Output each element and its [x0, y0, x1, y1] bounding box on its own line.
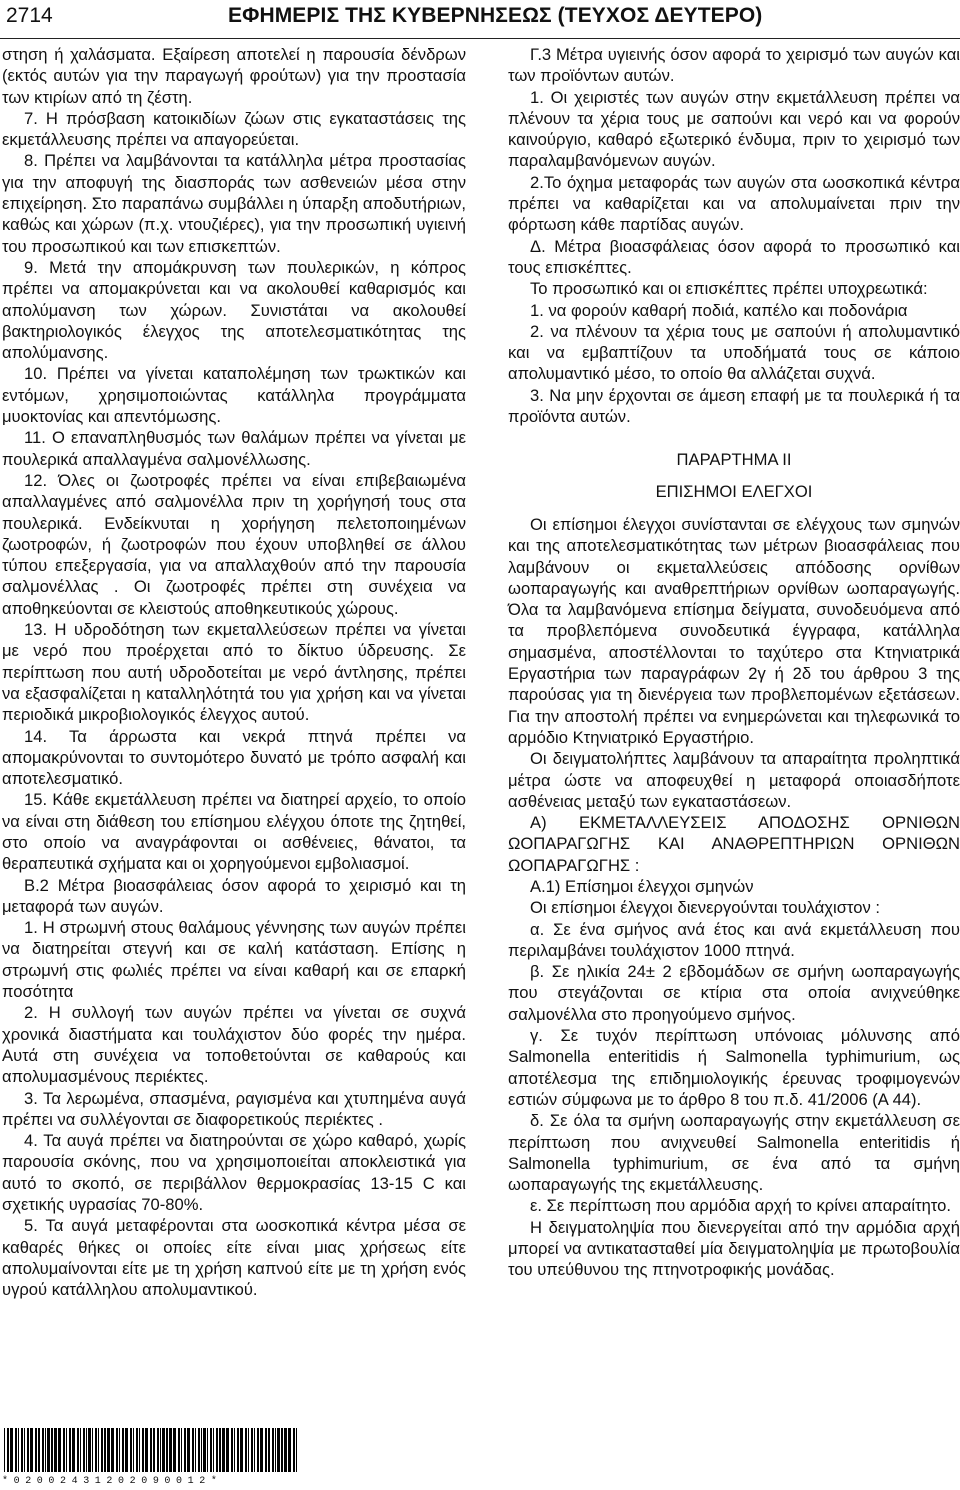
barcode-bar [257, 1428, 259, 1472]
barcode-bar [80, 1428, 81, 1472]
page-header [0, 0, 960, 34]
paragraph: Το προσωπικό και οι επισκέπτες πρέπει υποχρεωτικά: [530, 279, 928, 299]
barcode-bar [178, 1428, 180, 1472]
barcode-bar [21, 1428, 23, 1472]
barcode-bar [240, 1428, 243, 1472]
paragraph: α. Σε ένα σμήνος ανά έτος και ανά εκμετάλλευση που περιλαμβάνει τουλάχιστον 1000 πτηνά. [508, 919, 960, 960]
right-column [508, 44, 960, 1281]
barcode-bar [260, 1428, 263, 1472]
paragraph: Οι δειγματολήπτες λαμβάνουν τα απαραίτητα προληπτικά μέτρα ώστε να αποφευχθεί η μεταφορά οποιασδήποτε ασθένειας μεταξύ των εγκαταστάσεων. [508, 749, 960, 811]
paragraph: 13. Η υδροδότηση των εκμεταλλεύσεων πρέπει να γίνεται με νερό που προέρχεται από το δίκτυο ύδρευσης. Σε περίπτωση που αυτή υδροδοτείται με νερό άντλησης, πρέπει να εξασφαλίζεται η καταλληλότητά του για χρήση και να γίνεται περιοδικά μικροβιολογικός έλεγχος αυτού. [2, 620, 466, 725]
paragraph: ε. Σε περίπτωση που αρμόδια αρχή το κρίνει απαραίτητο. [530, 1196, 951, 1216]
barcode-bar [245, 1428, 247, 1472]
barcode-bar [72, 1428, 75, 1472]
paragraph: 3. Να μην έρχονται σε άμεση επαφή με τα πουλερικά ή τα προϊόντα αυτών. [508, 385, 960, 427]
barcode-bar [195, 1428, 196, 1472]
paragraph: στηση ή χαλάσματα. Εξαίρεση αποτελεί η παρουσία δένδρων (εκτός αυτών για την παραγωγή φρούτων) για την προστασία των κτιρίων από τη ζέστη. [2, 45, 466, 107]
barcode-bar [296, 1428, 297, 1472]
paragraph: Γ.3 Μέτρα υγιεινής όσον αφορά το χειρισμό των αυγών και των προϊόντων αυτών. [508, 45, 960, 86]
barcode-bar [58, 1428, 61, 1472]
barcode-bar [7, 1428, 9, 1472]
paragraph: γ. Σε τυχόν περίπτωση υπόνοιας μόλυνσης από Salmonella enteritidis ή Salmonella typhimurium, ως αποτέλεσμα της επιδημιολογικής έρευνας τροφιμογενών εστιών σύμφωνα με το άρθρο 8 του π.δ. 41/2006 (Α 44). [508, 1026, 960, 1109]
barcode-bar [10, 1428, 13, 1472]
annex-subheading: ΕΠΙΣΗΜΟΙ ΕΛΕΓΧΟΙ [655, 481, 813, 501]
barcode-bar [116, 1428, 118, 1472]
barcode-bar [203, 1428, 206, 1472]
barcode-bar [35, 1428, 37, 1472]
barcode-bar [133, 1428, 134, 1472]
barcode-bar [288, 1428, 291, 1472]
barcode-bar [101, 1428, 103, 1472]
barcode-bar [111, 1428, 114, 1472]
paragraph: 4. Τα αυγά πρέπει να διατηρούνται σε χώρο καθαρό, χωρίς παρουσία σκόνης, που να χρησιμοποιείται αποκλειστικά για αυτό το σκοπό, σε περιβάλλον θερμοκρασίας 13-15 C και σχετικής υγρασίας 70-80%. [2, 1131, 466, 1215]
page-number: 2714 [6, 4, 53, 27]
paragraph: 2. να πλένουν τα χέρια τους με σαπούνι ή απολυμαντικό και να εμβαπτίζουν τα υποδήματά τους σε κάποιο απολυμαντικό μέσο, το οποίο θα αλλάζεται συχνά. [508, 321, 960, 384]
barcode-bar [162, 1428, 165, 1472]
paragraph: 10. Πρέπει να γίνεται καταπολέμηση των τρωκτικών και εντόμων, χρησιμοποιώντας κατάλληλα προγράμματα μυοκτονίας και απεντόμωσης. [2, 364, 466, 427]
header-rule [0, 38, 960, 39]
paragraph: 12. Όλες οι ζωοτροφές πρέπει να είναι επιβεβαιωμένα απαλλαγμένες από σαλμονέλλα πριν τη χορήγησή τους στα πουλερικά. Ενδείκνυται η χορήγηση πελετοποιημένων ζωοτροφών, ή ζωοτροφών που έχουν υποβληθεί σε άλλου τύπου επεξεργασία, για να απαλλαχθούν από την παρουσία σαλμονέλλας . Οι ζωοτροφές πρέπει στη συνέχεια να αποθηκεύονται σε κλειστούς αποθηκευτικούς χώρους. [2, 470, 466, 618]
barcode-bar [122, 1428, 124, 1472]
barcode-bar [184, 1428, 186, 1472]
barcode-bar [181, 1428, 182, 1472]
barcode-bar [160, 1428, 161, 1472]
left-column [2, 44, 466, 1301]
barcode-bar [153, 1428, 155, 1472]
barcode-bar [226, 1428, 229, 1472]
paragraph: 9. Μετά την απομάκρυνση των πουλερικών, η κόπρος πρέπει να απομακρύνεται και να ακολουθεί καθαρισμός και απολύμανση των χώρων. Συνιστάται να ακολουθεί βακτηριολογικός έλεγχος της αποτελεσματικότητας της απολύμανσης. [2, 257, 466, 363]
paragraph: 1. να φορούν καθαρή ποδιά, καπέλο και ποδονάρια [530, 300, 908, 320]
journal-title: ΕΦΗΜΕΡΙΣ ΤΗΣ ΚΥΒΕΡΝΗΣΕΩΣ (ΤΕΥΧΟΣ ΔΕΥΤΕΡΟ) [228, 4, 763, 27]
paragraph: 1. Οι χειριστές των αυγών στην εκμετάλλευση πρέπει να πλένουν τα χέρια τους με σαπούνι και νερό και να φορούν καινούργιο, καθαρό εξωτερικό ένδυμα, πριν το χειρισμό των παραλαμβανόμενων αυγών. [508, 87, 960, 171]
barcode-bar [136, 1428, 138, 1472]
paragraph: Α.1) Επίσημοι έλεγχοι σμηνών [530, 876, 754, 896]
barcode-bar [88, 1428, 91, 1472]
barcode-bar [139, 1428, 140, 1472]
barcode-bar [95, 1428, 97, 1472]
barcode-bar [86, 1428, 87, 1472]
barcode-bar [213, 1428, 214, 1472]
barcode-bar [207, 1428, 208, 1472]
barcode-bars [2, 1428, 302, 1474]
barcode-bar [83, 1428, 85, 1472]
barcode-bar [234, 1428, 235, 1472]
barcode-bar [45, 1428, 46, 1472]
paragraph: 1. Η στρωμνή στους θαλάμους γέννησης των αυγών πρέπει να διατηρείται στεγνή και σε καλή κατάσταση. Επίσης η στρωμνή στις φωλιές πρέπει να είναι καθαρή και σε επαρκή ποσότητα [2, 918, 466, 1002]
annex-heading: ΠΑΡΑΡΤΗΜΑ ΙΙ [676, 450, 792, 470]
paragraph: Α) ΕΚΜΕΤΑΛΛΕΥΣΕΙΣ ΑΠΟΔΟΣΗΣ ΟΡΝΙΘΩΝ ΩΟΠΑΡΑΓΩΓΗΣ ΚΑΙ ΑΝΑΘΡΕΠΤΗΡΙΩΝ ΟΡΝΙΘΩΝ ΩΟΠΑΡΑΓΩΓΗΣ : [508, 813, 960, 875]
barcode-bar [42, 1428, 44, 1472]
paragraph: Β.2 Μέτρα βιοασφάλειας όσον αφορά το χειρισμό και τη μεταφορά των αυγών. [2, 875, 466, 916]
barcode-bar [51, 1428, 53, 1472]
barcode-bar [125, 1428, 128, 1472]
barcode-bar [77, 1428, 79, 1472]
paragraph: 5. Τα αυγά μεταφέρονται στα ωοσκοπικά κέντρα μέσα σε καθαρές θήκες οι οποίες είτε είναι μιας χρήσεως είτε απολυμαίνονται είτε με τη χρήση καπνού είτε με τη χρήση ενός υγρού κατάλληλου απολυμαντικού. [2, 1216, 466, 1300]
barcode-bar [107, 1428, 110, 1472]
paragraph: 2. Η συλλογή των αυγών πρέπει να γίνεται σε συχνά χρονικά διαστήματα και τουλάχιστον δύο φορές την ημέρα. Αυτά στη συνέχεια να τοποθετούνται σε καθαρούς και απολυμασμένους περιέκτες. [2, 1003, 466, 1087]
paragraph: Η δειγματοληψία που διενεργείται από την αρμόδια αρχή μπορεί να αντικατασταθεί μία δειγματοληψία με πρωτοβουλία του υπεύθυνου της πτηνοτροφικής μονάδας. [508, 1217, 960, 1280]
barcode-digits: *02002431202090012* [2, 1476, 223, 1487]
paragraph: Δ. Μέτρα βιοασφάλειας όσον αφορά το προσωπικό και τους επισκέπτες. [508, 236, 960, 277]
barcode-bar [254, 1428, 255, 1472]
barcode-bar [265, 1428, 267, 1472]
barcode-bar [192, 1428, 194, 1472]
barcode-bar [251, 1428, 253, 1472]
barcode-bar [210, 1428, 212, 1472]
barcode-bar [104, 1428, 106, 1472]
barcode-bar [15, 1428, 17, 1472]
paragraph: 11. Ο επαναπληθυσμός των θαλάμων πρέπει να γίνεται με πουλερικά απαλλαγμένα σαλμονέλλωσης. [2, 428, 466, 469]
barcode-bar [277, 1428, 280, 1472]
barcode-bar [284, 1428, 287, 1472]
barcode-bar [293, 1428, 295, 1472]
barcode-bar [231, 1428, 233, 1472]
barcode-bar [268, 1428, 270, 1472]
barcode-bar [54, 1428, 57, 1472]
barcode-bar [98, 1428, 99, 1472]
barcode-bar [169, 1428, 172, 1472]
barcode-bar [157, 1428, 159, 1472]
barcode-bar [145, 1428, 148, 1472]
barcode-bar [69, 1428, 71, 1472]
paragraph: 7. Η πρόσβαση κατοικιδίων ζώων στις εγκαταστάσεις της εκμετάλλευσης πρέπει να απαγορεύεται. [2, 108, 466, 150]
paragraph: 2.Το όχημα μεταφοράς των αυγών στα ωοσκοπικά κέντρα πρέπει να καθαρίζεται και να απολυμαίνεται πριν την φόρτωση κάθε παρτίδας αυγών. [508, 172, 960, 235]
barcode-bar [27, 1428, 29, 1472]
barcode-bar [63, 1428, 65, 1472]
barcode-bar [130, 1428, 132, 1472]
barcode-bar [222, 1428, 225, 1472]
barcode-bar [38, 1428, 40, 1472]
barcode-bar [275, 1428, 276, 1472]
paragraph: δ. Σε όλα τα σμήνη ωοπαραγωγής στην εκμετάλλευση σε περίπτωση που ανιχνευθεί Salmonella enteritidis ή Salmonella typhimurium, σε ένα από τα σμήνη ωοπαραγωγής της εκμετάλλευσης. [508, 1111, 960, 1195]
paragraph: 8. Πρέπει να λαμβάνονται τα κατάλληλα μέτρα προστασίας για την αποφυγή της διασποράς των ασθενειών μέσα στην επιχείρηση. Στο παραπάνω συμβάλλει η ύπαρξη αποδυτήριων, καθώς και χώρων (π.χ. ντουζιέρες), για την προσωπική υγιεινή του προσωπικού και των επισκεπτών. [2, 151, 466, 256]
paragraph: 14. Τα άρρωστα και νεκρά πτηνά πρέπει να απομακρύνονται το συντομότερο δυνατό με τρόπο ασφαλή και αποτελεσματικό. [2, 726, 466, 789]
barcode-bar [24, 1428, 25, 1472]
barcode-bar [198, 1428, 200, 1472]
paragraph: 3. Τα λερωμένα, σπασμένα, ραγισμένα και χτυπημένα αυγά πρέπει να συλλέγονται σε διαφορετικούς περιέκτες . [2, 1088, 466, 1129]
barcode-bar [187, 1428, 190, 1472]
barcode-bar [237, 1428, 239, 1472]
barcode-bar [248, 1428, 249, 1472]
barcode-bar [18, 1428, 19, 1472]
barcode-bar [92, 1428, 93, 1472]
barcode-bar [219, 1428, 221, 1472]
barcode-bar [47, 1428, 50, 1472]
barcode-bar [66, 1428, 67, 1472]
barcode-bar [119, 1428, 120, 1472]
barcode-bar [272, 1428, 274, 1472]
paragraph: Οι επίσημοι έλεγχοι συνίστανται σε ελέγχους των σμηνών και της αποτελεσματικότητας των μέτρων βιοασφάλειας που λαμβάνουν οι εκμεταλλεύσεις απόδοσης ορνίθων ωοπαραγωγής και αναθρεπτήριων ορνίθων ωοπαραγωγής. Όλα τα λαμβανόμενα επίσημα δείγματα, συνοδευόμενα από τα προβλεπόμενα συνοδευτικά έγγραφα, κατάλληλα σημασμένα, αποστέλλονται το ταχύτερο στα Κτηνιατρικά Εργαστήρια των παραγράφων 2γ ή 2δ του άρθρου 3 της παρούσας για τη διενέργεια των προβλεπομένων εξετάσεων. Για την αποστολή πρέπει να ενημερώνεται και τηλεφωνικά το αρμόδιο Κτηνιατρικό Εργαστήριο. [508, 514, 960, 747]
barcode-bar [30, 1428, 33, 1472]
barcode-bar [216, 1428, 218, 1472]
paragraph: Οι επίσημοι έλεγχοι διενεργούνται τουλάχιστον : [530, 898, 880, 918]
barcode-bar [173, 1428, 176, 1472]
barcode-bar [166, 1428, 168, 1472]
paragraph: β. Σε ηλικία 24± 2 εβδομάδων σε σμήνη ωοπαραγωγής που στεγάζονται σε κτίρια στα οποία ανιχνεύθηκε σαλμονέλλα στο προηγούμενο σμήνος. [508, 962, 960, 1024]
paragraph: 15. Κάθε εκμετάλλευση πρέπει να διατηρεί αρχείο, το οποίο να είναι στη διάθεση του επίσημου ελέγχου όποτε της ζητηθεί, στο οποίο να αναγράφονται οι ασθένειες, θάνατοι, τα θεραπευτικά σχήματα και οι χορηγούμενοι εμβολιασμοί. [2, 790, 466, 874]
barcode-bar [142, 1428, 144, 1472]
barcode-bar [281, 1428, 283, 1472]
barcode-bar [150, 1428, 152, 1472]
barcode [2, 1428, 302, 1488]
barcode-bar [201, 1428, 202, 1472]
barcode-bar [4, 1428, 5, 1472]
